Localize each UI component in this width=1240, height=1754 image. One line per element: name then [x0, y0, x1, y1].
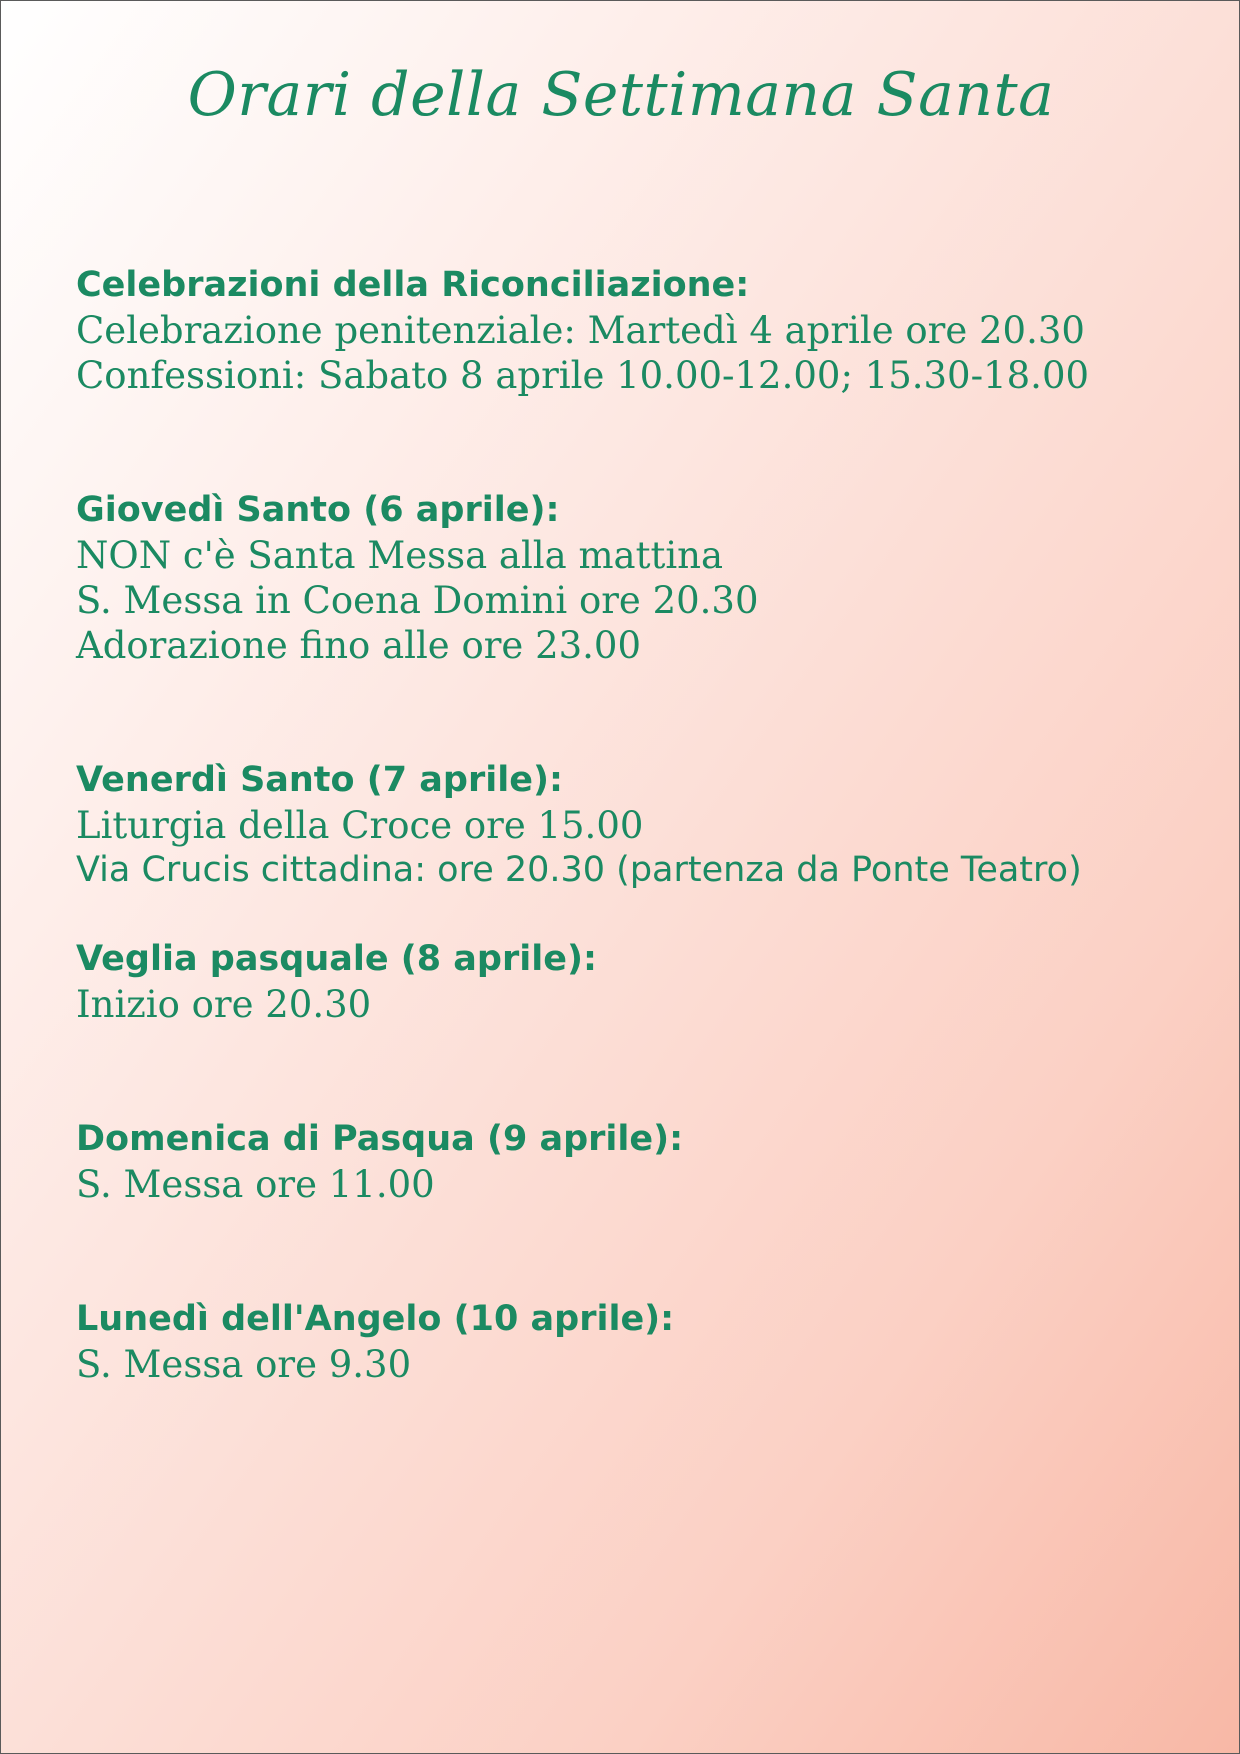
section-good-friday [76, 758, 1216, 893]
section-heading: Giovedì Santo (6 aprile): [76, 490, 560, 530]
schedule-line: NON c'è Santa Messa alla mattina [76, 534, 724, 577]
section-heading: Veglia pasquale (8 aprile): [76, 939, 597, 979]
section-holy-thursday [76, 488, 1216, 668]
schedule-line: S. Messa in Coena Domini ore 20.30 [76, 579, 759, 622]
schedule-line: Confessioni: Sabato 8 aprile 10.00-12.00; 15.30-18.00 [76, 354, 1090, 397]
section-heading: Venerdì Santo (7 aprile): [76, 760, 563, 800]
section-easter-sunday [76, 1117, 1216, 1207]
section-heading: Lunedì dell'Angelo (10 aprile): [76, 1299, 675, 1339]
section-heading: Celebrazioni della Riconciliazione: [76, 265, 750, 305]
section-reconciliation [76, 263, 1216, 398]
section-easter-monday [76, 1297, 1216, 1387]
schedule-line: Via Crucis cittadina: ore 20.30 (partenza da Ponte Teatro) [76, 850, 1082, 890]
schedule-line: S. Messa ore 11.00 [76, 1163, 435, 1206]
page-title: Orari della Settimana Santa [187, 60, 1055, 130]
schedule-line: Adorazione fino alle ore 23.00 [76, 624, 641, 667]
section-easter-vigil [76, 937, 1216, 1027]
schedule-line: Celebrazione penitenziale: Martedì 4 aprile ore 20.30 [76, 309, 1085, 352]
schedule-line: Liturgia della Croce ore 15.00 [76, 804, 644, 847]
section-heading: Domenica di Pasqua (9 aprile): [76, 1119, 684, 1159]
schedule-line: S. Messa ore 9.30 [76, 1343, 412, 1386]
schedule-line: Inizio ore 20.30 [76, 983, 372, 1026]
